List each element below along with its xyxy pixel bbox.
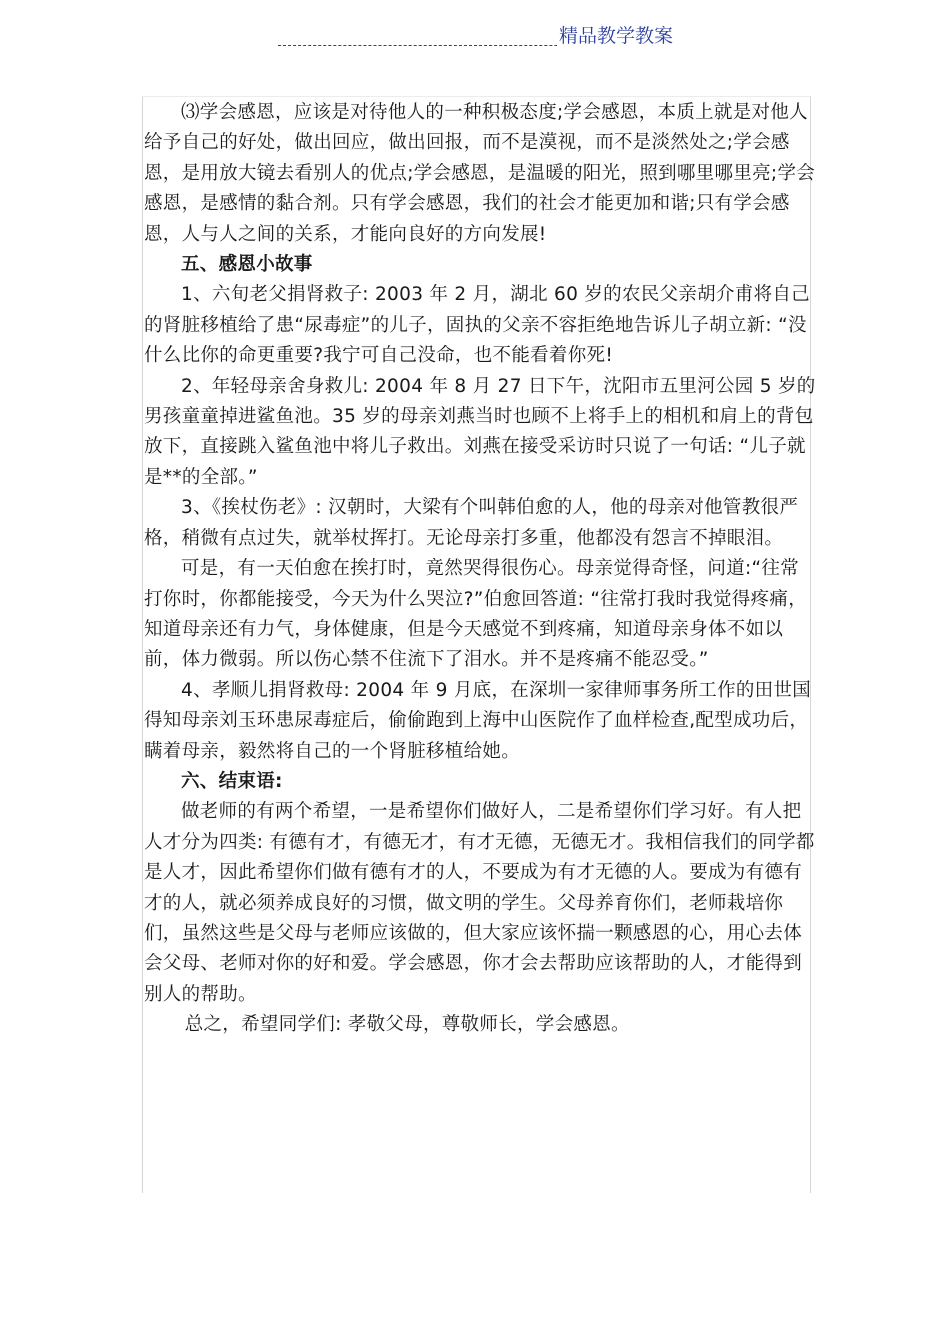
header-title: 精品教学教案	[558, 25, 673, 47]
page-header	[278, 24, 673, 50]
document-body	[144, 98, 816, 1041]
story-paragraph-1: 1、六旬老父捐肾救子: 2003 年 2 月，湖北 60 岁的农民父亲胡介甫将自己的肾脏移植给了患“尿毒症”的儿子，固执的父亲不容拒绝地告诉儿子胡立新: “没什么比你的命更重要?我宁可自己没命，也不能看着你死!	[144, 284, 810, 367]
story-paragraph-3-continued: 可是，有一天伯愈在挨打时，竟然哭得很伤心。母亲觉得奇怪，问道:“往常打你时，你都能接受，今天为什么哭泣?”伯愈回答道: “往常打我时我觉得疼痛，知道母亲还有力气，身体健康，但是今天感觉不到疼痛，知道母亲身体不如以前，体力微弱。所以伤心禁不住流下了泪水。并不是疼痛不能忍受。”	[144, 558, 808, 671]
paragraph-gratitude-attitude: ⑶学会感恩，应该是对待他人的一种积极态度;学会感恩，本质上就是对他人给予自己的好处，做出回应，做出回报，而不是漠视，而不是淡然处之;学会感恩，是用放大镜去看别人的优点;学会感恩，是温暖的阳光，照到哪里哪里亮;学会感恩，是感情的黏合剂。只有学会感恩，我们的社会才能更加和谐;只有学会感恩，人与人之间的关系，才能向良好的方向发展!	[144, 102, 816, 245]
conclusion-paragraph: 做老师的有两个希望，一是希望你们做好人，二是希望你们学习好。有人把人才分为四类: 有德有才，有德无才，有才无德，无德无才。我相信我们的同学都是人才，因此希望你们做有德有才的人，不要成为有才无德的人。要成为有德有才的人，就必须养成良好的习惯，做文明的学生。父母养育你们，老师栽培你们，虽然这些是父母与老师应该做的，但大家应该怀揣一颗感恩的心，用心去体会父母、老师对你的好和爱。学会感恩，你才会去帮助应该帮助的人，才能得到别人的帮助。	[144, 801, 815, 1005]
closing-paragraph: 总之，希望同学们: 孝敬父母，尊敬师长，学会感恩。	[184, 1014, 630, 1036]
story-paragraph-4: 4、孝顺儿捐肾救母: 2004 年 9 月底，在深圳一家律师事务所工作的田世国得知母亲刘玉环患尿毒症后，偷偷跑到上海中山医院作了血样检查,配型成功后，瞒着母亲，毅然将自己的一个肾脏移植给她。	[144, 679, 812, 762]
story-paragraph-3: 3、《挨杖伤老》: 汉朝时，大梁有个叫韩伯愈的人，他的母亲对他管教很严格，稍微有点过失，就举杖挥打。无论母亲打多重，他都没有怨言不掉眼泪。	[144, 497, 799, 549]
section-heading-conclusion: 六、结束语:	[181, 770, 283, 792]
story-paragraph-2: 2、年轻母亲舍身救儿: 2004 年 8 月 27 日下午，沈阳市五里河公园 5 岁的男孩童童掉进鲨鱼池。35 岁的母亲刘燕当时也顾不上将手上的相机和肩上的背包放下，直接跳入鲨鱼池中将儿子救出。刘燕在接受采访时只说了一句话: “儿子就是**的全部。”	[144, 375, 816, 488]
section-heading-stories: 五、感恩小故事	[181, 254, 313, 276]
